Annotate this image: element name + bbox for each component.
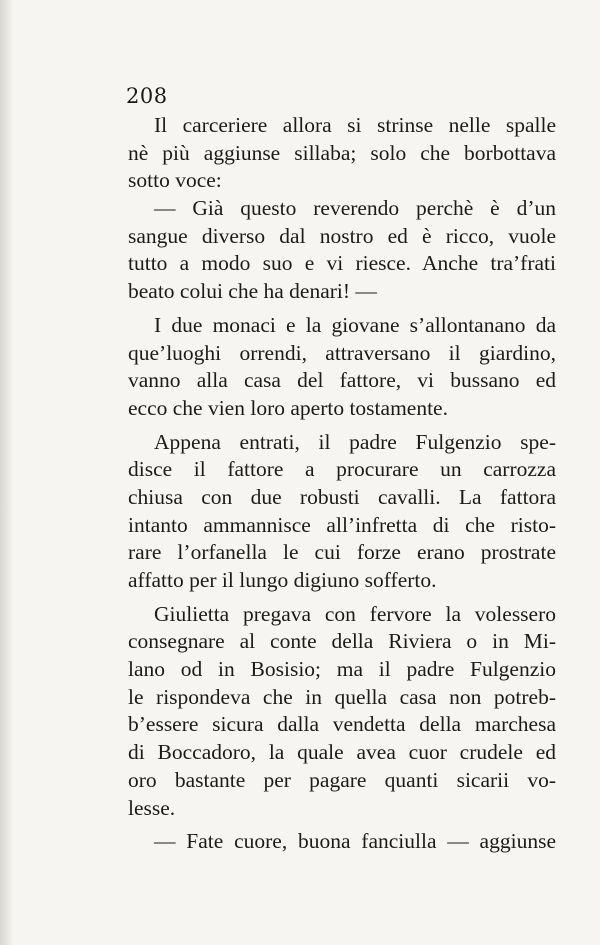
text-line: le rispondeva che in quella casa non potreb- [128, 684, 556, 709]
text-line: oro bastante per pagare quanti sicarii vo- [128, 767, 556, 792]
text-line: lano od in Bosisio; ma il padre Fulgenzio [128, 657, 556, 682]
text-line: lesse. [128, 795, 176, 820]
text-line: — Già questo reverendo perchè è d’un [154, 196, 556, 221]
text-line: disce il fattore a procurare un carrozza [128, 457, 556, 482]
text-line: Il carceriere allora si strinse nelle spalle [154, 113, 556, 137]
text-line: chiusa con due robusti cavalli. La fattora [128, 484, 556, 509]
text-line: b’essere sicura dalla vendetta della marchesa [128, 712, 556, 737]
text-line: sotto voce: [128, 168, 222, 193]
text-line: I due monaci e la giovane s’allontanano da [154, 312, 556, 337]
text-line: intanto ammannisce all’infretta di che risto- [128, 512, 556, 537]
text-line: affatto per il lungo digiuno sofferto. [128, 568, 437, 592]
page-gutter-shadow [0, 0, 14, 945]
text-line: consegnare al conte della Riviera o in Mi- [128, 629, 556, 654]
text-line: tutto a modo suo e vi riesce. Anche tra’frati [128, 251, 556, 276]
text-line: beato colui che ha denari! — [128, 279, 377, 304]
text-line: ecco che vien loro aperto tostamente. [128, 395, 448, 420]
text-line: di Boccadoro, la quale avea cuor crudele ed [128, 740, 556, 765]
text-line: Giulietta pregava con fervore la volessero [154, 601, 556, 626]
text-line: Appena entrati, il padre Fulgenzio spe- [154, 429, 556, 454]
text-line: rare l’orfanella le cui forze erano prostrate [128, 540, 556, 565]
text-line: — Fate cuore, buona fanciulla — aggiunse [154, 829, 556, 854]
body-text [128, 112, 556, 856]
text-line: vanno alla casa del fattore, vi bussano ed [128, 368, 556, 393]
text-line: que’luoghi orrendi, attraversano il giardino, [128, 340, 556, 365]
text-line: sangue diverso dal nostro ed è ricco, vuole [128, 223, 556, 248]
text-line: nè più aggiunse sillaba; solo che borbottava [128, 140, 556, 165]
page-number: 208 [126, 84, 168, 108]
